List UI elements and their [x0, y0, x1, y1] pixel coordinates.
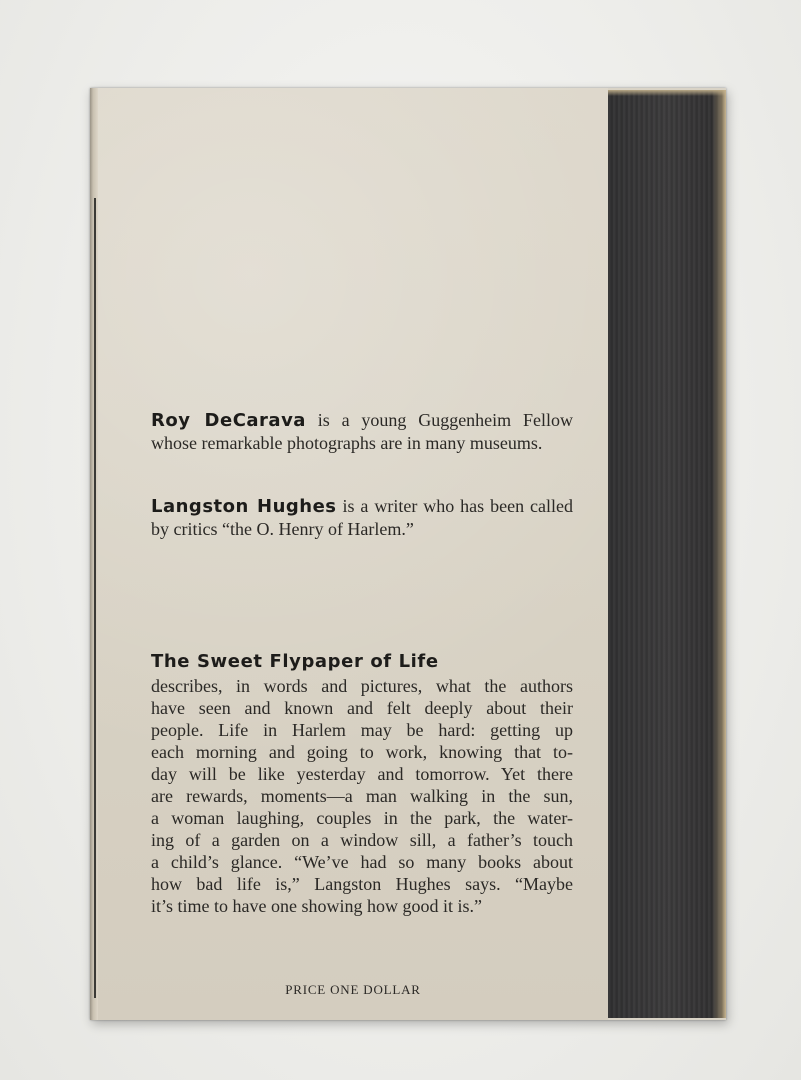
cover-paper — [98, 88, 608, 1020]
description-line: how bad life is,” Langston Hughes says. “Maybe — [151, 874, 573, 894]
bio-roy-decarava — [151, 409, 573, 454]
book-spine — [608, 90, 726, 1018]
description-line: ing of a garden on a window sill, a father’s touch — [151, 830, 573, 850]
spine-edge-wear — [712, 90, 726, 1018]
description-line: a woman laughing, couples in the park, the water- — [151, 808, 573, 828]
description-line: it’s time to have one showing how good it is.” — [151, 896, 482, 916]
bio-text-decarava: is a young Guggenheim Fellow whose remarkable photographs are in many museums. — [151, 410, 573, 453]
description-line: are rewards, moments—a man walking in the sun, — [151, 786, 573, 806]
book-title: The Sweet Flypaper of Life — [151, 651, 439, 672]
description-line: have seen and known and felt deeply about their — [151, 698, 573, 718]
description-line: describes, in words and pictures, what the authors — [151, 676, 573, 696]
bio-text-hughes: is a writer who has been called by critics “the O. Henry of Harlem.” — [151, 496, 573, 539]
page-edge-shadow — [94, 198, 96, 998]
spine-top-wear — [608, 90, 726, 96]
book-description — [151, 651, 573, 917]
author-name-hughes: Langston Hughes — [151, 496, 337, 517]
price-label: PRICE ONE DOLLAR — [285, 982, 421, 997]
author-name-decarava: Roy DeCarava — [151, 410, 306, 431]
bio-langston-hughes — [151, 495, 573, 540]
description-line: people. Life in Harlem may be hard: getting up — [151, 720, 573, 740]
description-line: day will be like yesterday and tomorrow. Yet there — [151, 764, 573, 784]
description-line: each morning and going to work, knowing that to- — [151, 742, 573, 762]
book-back-cover — [90, 88, 726, 1020]
description-line: a child’s glance. “We’ve had so many books about — [151, 852, 573, 872]
